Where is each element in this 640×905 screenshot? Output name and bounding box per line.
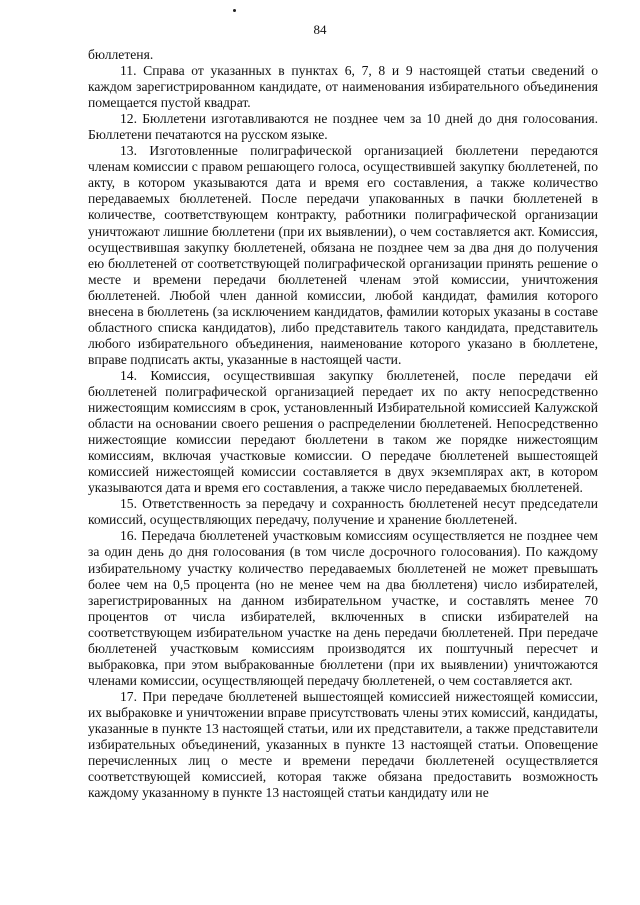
paragraph-continuation: бюллетеня. <box>88 47 154 62</box>
paragraph-17: 17. При передаче бюллетеней вышестоящей комиссией нижестоящей комиссии, их выбраковке и уничтожении вправе присутствовать члены этих комиссий, кандидаты, указанные в пункте 13 настоящей статьи, или их представители, а также представители избирательных объединений, указанных в пункте 13 настоящей статьи. Оповещение перечисленных лиц о месте и времени передачи бюллетеней осуществляется соответствующей комиссией, которая также обязана предоставить возможность каждому указанному в пункте 13 настоящей статьи кандидату или не <box>88 688 598 801</box>
paragraph-11: 11. Справа от указанных в пунктах 6, 7, 8 и 9 настоящей статьи сведений о каждом зарегистрированном кандидате, от наименования избирательного объединения помещается пустой квадрат. <box>88 63 598 111</box>
scan-speck <box>233 9 236 12</box>
paragraph-14: 14. Комиссия, осуществившая закупку бюллетеней, после передачи ей бюллетеней полиграфической организацией передает их по акту непосредственно нижестоящим комиссиям в срок, установленный Избирательной комиссией Калужской области на основании своего решения о распределении бюллетеней. Непосредственно нижестоящие комиссии передают бюллетени в таком же порядке нижестоящим комиссиям, включая участковые комиссии. О передаче бюллетеней вышестоящей комиссией нижестоящей комиссии составляется в двух экземплярах акт, в котором указываются дата и время его составления, а также число передаваемых бюллетеней. <box>88 367 598 496</box>
paragraph-13: 13. Изготовленные полиграфической организацией бюллетени передаются членам комиссии с правом решающего голоса, осуществившей закупку бюллетеней, по акту, в котором указываются дата и время его составления, а также количество передаваемых бюллетеней. После передачи упакованных в пачки бюллетеней в количестве, соответствующем контракту, работники полиграфической организации уничтожают лишние бюллетени (при их выявлении), о чем составляется акт. Комиссия, осуществившая закупку бюллетеней, обязана не позднее чем за два дня до получения ею бюллетеней от соответствующей полиграфической организации принять решение о месте и времени передачи бюллетеней членам этой комиссии, уничтожения бюллетеней. Любой член данной комиссии, любой кандидат, фамилия которого внесена в бюллетень (за исключением кандидатов, фамилии которых указаны в составе областного списка кандидатов), либо представитель такого кандидата, представитель любого избирательного объединения, наименование которого указано в бюллетене, вправе подписать акты, указанные в настоящей части. <box>88 143 598 367</box>
paragraph-16: 16. Передача бюллетеней участковым комиссиям осуществляется не позднее чем за один день до дня голосования (в том числе досрочного голосования). По каждому избирательному участку количество передаваемых бюллетеней не может превышать более чем на 0,5 процента (но не менее чем на два бюллетеня) число избирателей, зарегистрированных на данном избирательном участке, и составлять менее 70 процентов от числа избирателей, включенных в списки избирателей на соответствующем избирательном участке на день передачи бюллетеней. При передаче бюллетеней участковым комиссиям производятся их поштучный пересчет и выбраковка, при этом выбракованные бюллетени (при их выявлении) уничтожаются членами комиссии, осуществляющей передачу бюллетеней, о чем составляется акт. <box>88 528 598 688</box>
paragraph-12: 12. Бюллетени изготавливаются не позднее чем за 10 дней до дня голосования. Бюллетени печатаются на русском языке. <box>88 111 598 143</box>
page-number: 84 <box>313 22 327 37</box>
document-body <box>88 47 598 801</box>
paragraph-15: 15. Ответственность за передачу и сохранность бюллетеней несут председатели комиссий, осуществляющих передачу, получение и хранение бюллетеней. <box>88 496 598 528</box>
